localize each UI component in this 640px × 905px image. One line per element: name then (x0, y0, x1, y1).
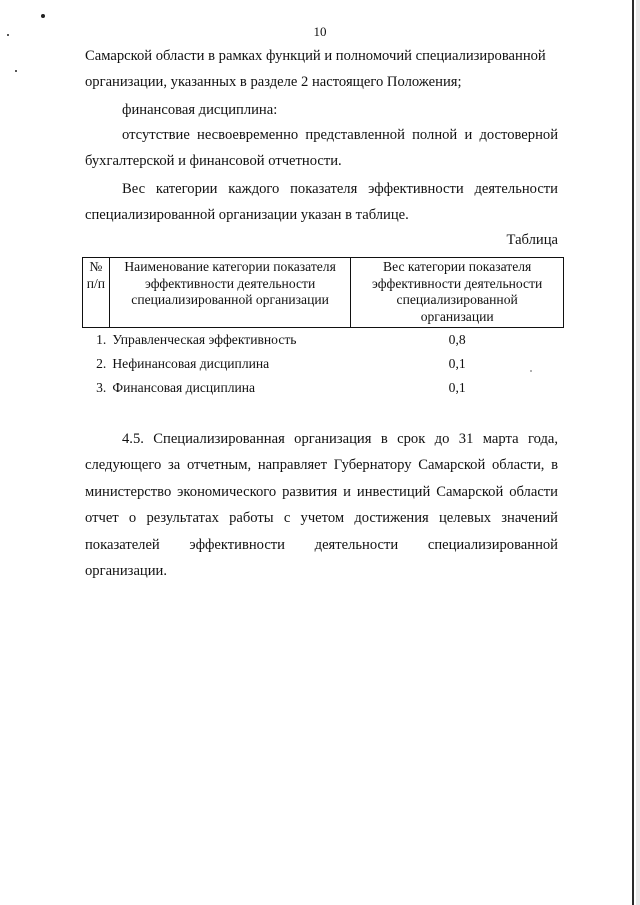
paragraph-line: финансовая дисциплина: (122, 102, 278, 118)
row-number: 2. (96, 356, 107, 371)
header-weight-line: Вес категории показателя (383, 259, 532, 274)
paragraph-line: организации, указанных в разделе 2 настоящего Положения; (85, 74, 462, 90)
table-caption: Таблица (506, 232, 558, 248)
row-category-weight: 0,1 (448, 380, 466, 395)
scan-edge-line (632, 0, 634, 905)
row-category-name: Управленческая эффективность (112, 332, 297, 347)
row-number: 3. (96, 380, 107, 395)
header-category-weight (351, 258, 564, 328)
header-weight-line: специализированной (396, 292, 518, 307)
header-num-line: № (89, 259, 103, 274)
page-number: 10 (313, 24, 327, 39)
indicators-table (82, 257, 564, 400)
header-num (83, 258, 110, 328)
header-name-line: Наименование категории показателя (124, 259, 336, 274)
paragraph-line: организации. (85, 563, 167, 579)
paragraph-line: отсутствие несвоевременно представленной полной и достоверной (122, 127, 558, 143)
paragraph-line: Вес категории каждого показателя эффективности деятельности (122, 181, 558, 197)
paragraph-line: следующего за отчетным, направляет Губернатору Самарской области, в (85, 457, 558, 473)
paragraph-line: бухгалтерской и финансовой отчетности. (85, 153, 342, 169)
header-num-line: п/п (86, 275, 106, 291)
paragraph-line: отчет о результатах работы с учетом достижения целевых значений (85, 510, 558, 526)
scan-speck (530, 370, 532, 372)
header-name-line: специализированной организации (131, 292, 329, 307)
row-category-name: Финансовая дисциплина (112, 380, 256, 395)
paragraph-line: 4.5. Специализированная организация в срок до 31 марта года, (122, 431, 558, 447)
scan-edge-shadow (636, 0, 640, 905)
header-weight-line: эффективности деятельности (372, 275, 543, 291)
row-category-weight: 0,1 (448, 356, 466, 371)
table-header-row (83, 258, 564, 328)
paragraph-line: министерство экономического развития и инвестиций Самарской области (85, 484, 558, 500)
table-row (83, 376, 564, 400)
paragraph-line: показателей эффективности деятельности специализированной (85, 537, 558, 553)
scan-speck (15, 70, 17, 72)
header-weight-line: организации (420, 308, 494, 324)
header-category-name (109, 258, 351, 328)
header-name-line: эффективности деятельности (144, 275, 316, 291)
paragraph-line: Самарской области в рамках функций и полномочий специализированной (85, 48, 546, 64)
paragraph-line: специализированной организации указан в таблице. (85, 207, 409, 223)
row-category-weight: 0,8 (448, 332, 466, 347)
table-row (83, 352, 564, 376)
row-number: 1. (96, 332, 107, 347)
table-row (83, 328, 564, 353)
row-category-name: Нефинансовая дисциплина (112, 356, 270, 371)
scan-speck (41, 14, 45, 18)
